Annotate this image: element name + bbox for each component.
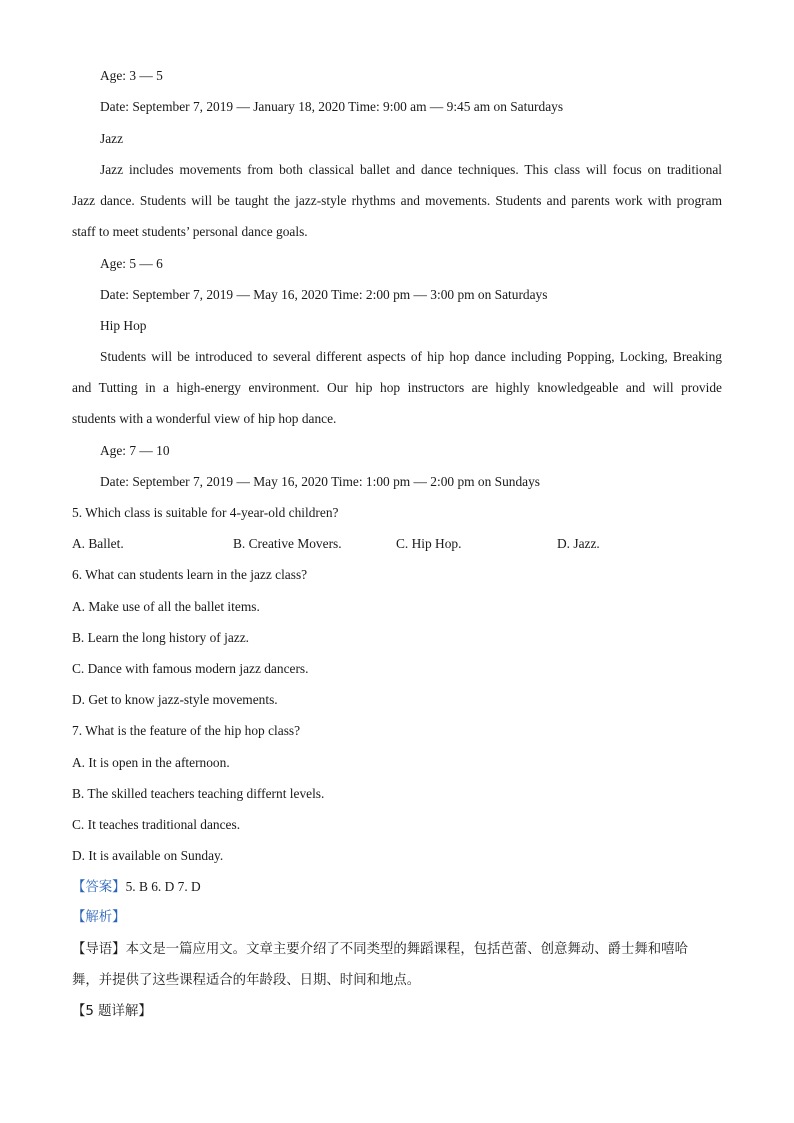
answer-line [72,879,201,896]
question-5-option-d: D. Jazz. [557,536,600,551]
guide-line-1 [72,942,688,958]
analysis-label: 【解析】 [72,910,126,925]
jazz-paragraph-line-1: Jazz includes movements from both classical ballet and dance techniques. This class will focus on traditional [100,162,722,177]
question-6-stem: 6. What can students learn in the jazz class? [72,567,308,582]
question-5-detail-label: 【5 题详解】 [72,1004,152,1019]
hiphop-date: Date: September 7, 2019 — May 16, 2020 Time: 1:00 pm — 2:00 pm on Sundays [100,474,541,489]
question-6-option-a: A. Make use of all the ballet items. [72,599,260,614]
hiphop-age: Age: 7 — 10 [100,443,170,458]
creative-movers-date: Date: September 7, 2019 — January 18, 2020 Time: 9:00 am — 9:45 am on Saturdays [100,99,564,114]
question-5-option-b: B. Creative Movers. [233,536,342,551]
jazz-paragraph-line-3: staff to meet students’ personal dance goals. [72,224,308,239]
answer-values: 5. B 6. D 7. D [125,879,201,894]
hiphop-title: Hip Hop [100,318,147,333]
jazz-title: Jazz [100,131,124,146]
question-6-option-d: D. Get to know jazz-style movements. [72,692,278,707]
question-7-option-d: D. It is available on Sunday. [72,848,224,863]
question-6-option-c: C. Dance with famous modern jazz dancers. [72,661,309,676]
hiphop-paragraph-line-3: students with a wonderful view of hip hop dance. [72,411,337,426]
jazz-date: Date: September 7, 2019 — May 16, 2020 Time: 2:00 pm — 3:00 pm on Saturdays [100,287,548,302]
question-7-option-a: A. It is open in the afternoon. [72,755,230,770]
jazz-paragraph-line-2: Jazz dance. Students will be taught the jazz-style rhythms and movements. Students and parents work with program [72,193,722,208]
question-5-option-a: A. Ballet. [72,536,124,551]
guide-line-2: 舞，并提供了这些课程适合的年龄段、日期、时间和地点。 [72,973,421,988]
answer-label: 【答案】 [72,880,126,895]
hiphop-paragraph-line-2: and Tutting in a high-energy environment. Our hip hop instructors are highly knowledgeable and will provide [72,380,722,395]
question-5-option-c: C. Hip Hop. [396,536,462,551]
question-7-stem: 7. What is the feature of the hip hop class? [72,723,301,738]
jazz-age: Age: 5 — 6 [100,256,163,271]
question-7-option-c: C. It teaches traditional dances. [72,817,241,832]
question-6-option-b: B. Learn the long history of jazz. [72,630,250,645]
guide-label: 【导语】 [72,942,126,957]
guide-text-1: 本文是一篇应用文。文章主要介绍了不同类型的舞蹈课程，包括芭蕾、创意舞动、爵士舞和嘻哈 [125,942,688,957]
hiphop-paragraph-line-1: Students will be introduced to several different aspects of hip hop dance including Popping, Locking, Breaking [100,349,722,364]
question-7-option-b: B. The skilled teachers teaching differnt levels. [72,786,325,801]
question-5-stem: 5. Which class is suitable for 4-year-old children? [72,505,339,520]
creative-movers-age: Age: 3 — 5 [100,68,163,83]
